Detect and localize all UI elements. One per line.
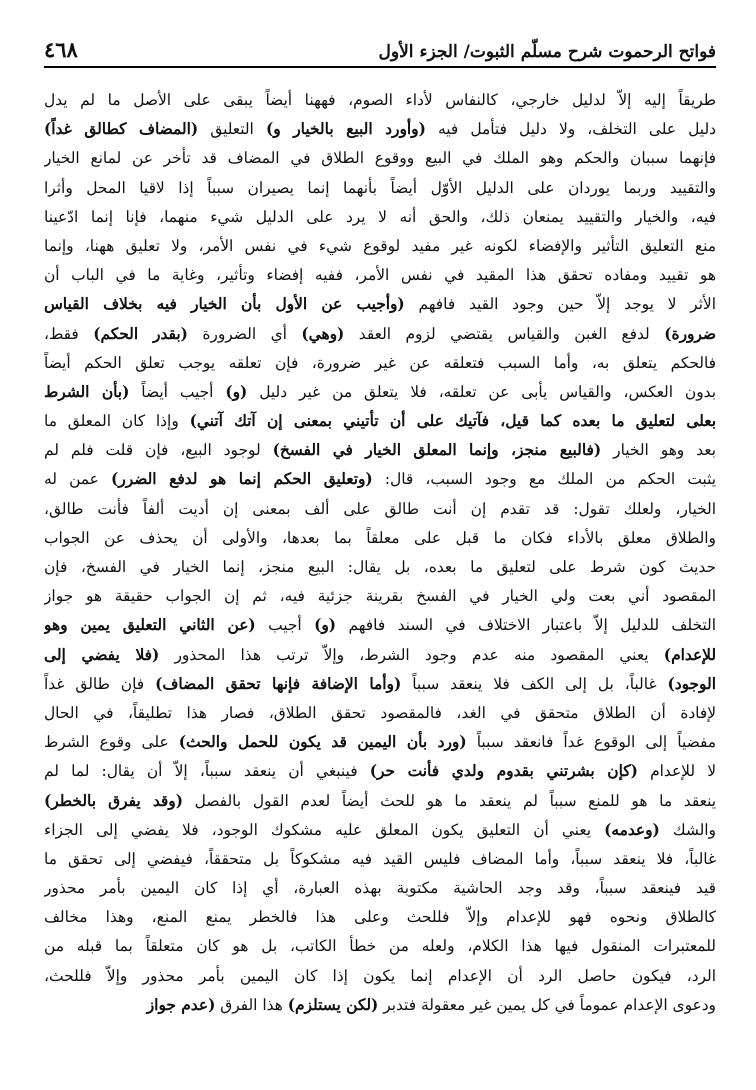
text-line	[44, 553, 716, 582]
text-line	[44, 845, 716, 874]
text-line	[44, 407, 716, 436]
bold-segment: (عن الثاني التعليق يمين وهو	[44, 616, 256, 635]
text-segment: دليل على التخلف، ولا دليل فتأمل فيه	[425, 120, 716, 139]
bold-segment: (وهي)	[301, 324, 345, 343]
text-segment: الرد، فيكون حاصل الرد أن الإعدام إنما يكون إذا كان اليمين بأمر محذور وإلاّ فللحث،	[44, 966, 716, 985]
text-segment: المقصود أني بعت ولي الخيار في الفسخ بقرينة جزئية فيه، ثم إن الجواب حقيقة هو جواز	[44, 587, 716, 606]
bold-segment: (وقد يفرق بالخطر)	[44, 791, 183, 810]
text-segment: طريقاً إليه إلاّ لدليل خارجي، كالنفاس لأداء الصوم، فههنا أيضاً يبقى على الأصل ما لم يدل	[44, 91, 716, 109]
text-segment: التخلف للدليل إلاّ باعتبار الاختلاف في السند فافهم	[336, 616, 716, 635]
text-segment: ينعقد ما هو للمنع سبباً لم ينعقد ما هو للحث أيضاً لعدم القول بالفصل	[182, 791, 716, 810]
text-line	[44, 962, 716, 991]
bold-segment: (وأما الإضافة فإنها تحقق المضاف)	[155, 674, 402, 693]
bold-segment: (ورد بأن اليمين قد يكون للحمل والحث)	[178, 733, 467, 752]
text-line	[44, 524, 716, 553]
text-line	[44, 728, 716, 757]
bold-segment: (و)	[314, 616, 337, 635]
text-line	[44, 611, 716, 640]
bold-segment: بعلى لتعليق ما بعده كما قيل، فآتيك على أن تأتيني بمعنى إن آتك آتني)	[189, 412, 716, 431]
bold-segment: (وأجيب عن الأول بأن الخيار فيه بخلاف القياس	[44, 295, 405, 314]
text-line	[44, 349, 716, 378]
bold-segment: (وعدمه)	[604, 820, 660, 839]
bold-segment: (كإن بشرتني بقدوم ولدي فأنت حر)	[369, 762, 638, 781]
text-segment: أجيب أيضاً	[129, 382, 226, 401]
text-line	[44, 436, 716, 465]
text-segment: عمن له	[44, 470, 112, 489]
text-line	[44, 115, 716, 144]
text-segment: والشك	[659, 820, 716, 839]
bold-segment: (و)	[225, 382, 248, 401]
text-line	[44, 174, 716, 203]
text-segment: فينبغي أن ينعقد سبباً، إلاّ أن يقال: لما لم	[44, 762, 370, 781]
text-line	[44, 757, 716, 786]
text-line	[44, 582, 716, 611]
text-segment: منع التعليق التأثير والإفضاء لكونه غير مفيد لوقوع شيء في نفس الأمر، ولا تعليق ههنا، وإنما	[44, 236, 716, 255]
bold-segment: الوجود)	[667, 674, 716, 693]
text-segment: والتقييد وربما يوردان على الدليل الأوّل أيضاً بأنهما إنما يصيران سبباً إذا لاقيا المحل وأثرا	[44, 178, 716, 197]
text-segment: هو تقييد ومفاده تحقق هذا المقيد في نفس الأمر، ففيه إفضاء وتأثير، وغاية ما في الباب أن	[44, 266, 716, 285]
text-segment: غالباً، بل إلى الكف فلا ينعقد سبباً	[401, 674, 668, 693]
text-segment: ودعوى الإعدام عموماً في كل يمين غير معقولة فتدبر	[378, 995, 716, 1014]
text-segment: للمعتبرات المنقول فيها هذا الكلام، ولعله من خطأ الكاتب، بل هو كان متعلقاً بما قبله من	[44, 937, 716, 956]
text-segment: أي الضرورة	[187, 324, 302, 343]
text-segment: بدون العكس، والقياس يأبى عن تعلقه، فلا يتعلق من غير دليل	[247, 382, 716, 401]
text-segment: لدفع الغبن والقياس يقتضي لزوم العقد	[344, 324, 665, 343]
text-segment: التعليق	[198, 120, 266, 139]
text-segment: الخيار، ولعلك تقول: قد تقدم إن أنت طالق على ألف بمعنى إن أديت ألفاً فأنت طالق،	[44, 499, 716, 518]
text-segment: لوجود البيع، فإن قلت فلم لم	[44, 441, 273, 460]
text-line	[44, 144, 716, 173]
text-line	[44, 290, 716, 319]
bold-segment: (لكن يستلزم)	[287, 995, 379, 1014]
text-segment: مفضياً إلى الوقوع غداً فانعقد سبباً	[466, 733, 716, 752]
text-segment: قيد فينعقد سبباً، وقد وجد الحاشية مكتوبة بهذه العبارة، أي إذا كان اليمين بأمر محذور	[44, 879, 716, 898]
text-segment: بعد وهو الخيار	[601, 441, 716, 460]
text-segment: لإفادة أن الطلاق متحقق في الغد، فالمقصود تحقق الطلاق، فصار هذا تطليقاً، في الحال	[44, 703, 716, 722]
text-line	[44, 932, 716, 961]
bold-segment: (عدم جواز	[146, 995, 216, 1014]
text-segment: لا للإعدام	[637, 762, 716, 781]
text-segment: يثبت الحكم من الملك مع وجود السبب، قال:	[372, 470, 716, 489]
text-segment: وإذا كان المعلق ما	[44, 412, 190, 431]
text-line	[44, 261, 716, 290]
bold-segment: (بأن الشرط	[44, 382, 130, 401]
text-line	[44, 874, 716, 903]
bold-segment: (المضاف كطالق غداً)	[44, 120, 199, 139]
text-line	[44, 86, 716, 115]
running-title: فواتح الرحموت شرح مسلّم الثبوت/ الجزء الأول	[378, 42, 716, 62]
header-rule	[44, 66, 716, 68]
page-number: ٤٦٨	[44, 37, 78, 62]
text-line	[44, 641, 716, 670]
text-line	[44, 991, 716, 1020]
bold-segment: (وأورد البيع بالخيار و)	[265, 120, 426, 139]
text-segment: غالباً، فلا ينعقد سبباً، وأما المضاف فليس القيد فيه مشكوكاً بل متحققاً، فيفضي إلى تحقق ما	[44, 849, 716, 868]
body-text	[44, 86, 716, 1020]
bold-segment: (فالبيع منجز، وإنما المعلق الخيار في الفسخ)	[272, 441, 602, 460]
page-header	[44, 34, 716, 62]
bold-segment: ضرورة)	[664, 324, 716, 343]
text-segment: فإن طالق غداً	[44, 674, 156, 693]
text-line	[44, 465, 716, 494]
text-segment: يعني المقصود منه عدم وجود الشرط، وإلاّ ترتب هذا المحذور	[159, 645, 664, 664]
text-segment: فالحكم يتعلق به، وأما السبب فتعلقه عن غير ضرورة، فإن تعلقه يوجب تعلق الحكم أيضاً	[44, 353, 716, 372]
text-line	[44, 816, 716, 845]
bold-segment: (وتعليق الحكم إنما هو لدفع الضرر)	[111, 470, 373, 489]
text-segment: والطلاق معلق بالأداء فكان ما قبل على معلقاً بما بعدها، والأولى أن يحذف عن الجواب	[44, 528, 716, 547]
text-line	[44, 320, 716, 349]
text-segment: حديث كون شرط على لتعليق ما بعده، بل يقال: البيع منجز، إنما الخيار في الفسخ، فإن	[44, 558, 716, 576]
text-segment: يعني أن التعليق يكون المعلق عليه مشكوك الوجود، فلا يفضي إلى الجزاء	[44, 820, 605, 839]
text-segment: أجيب	[255, 616, 315, 635]
text-segment: كالطلاق ونحوه فهو للإعدام وإلاّ فللحث وعلى هذا فالخطر يمنع المنع، وهذا مخالف	[44, 908, 716, 927]
text-line	[44, 699, 716, 728]
bold-segment: (بقدر الحكم)	[93, 324, 188, 343]
text-line	[44, 787, 716, 816]
bold-segment: (فلا يفضي إلى	[44, 645, 160, 664]
text-segment: هذا الفرق	[215, 995, 288, 1014]
text-line	[44, 378, 716, 407]
text-line	[44, 495, 716, 524]
text-line	[44, 903, 716, 932]
text-line	[44, 203, 716, 232]
text-segment: فإنهما سببان والحكم وهو الملك في البيع ووقوع الطلاق في المضاف قد تأخر عن لمانع الخيار	[44, 149, 716, 168]
text-segment: على وقوع الشرط	[44, 733, 179, 752]
text-line	[44, 232, 716, 261]
text-segment: فقط،	[44, 324, 94, 343]
bold-segment: للإعدام)	[663, 645, 716, 664]
text-segment: الأثر لا يوجد إلاّ حين وجود القيد فافهم	[404, 295, 716, 314]
text-line	[44, 670, 716, 699]
text-segment: فيه، والخيار والتقييد يمنعان ذلك، والحق أنه لا يرد على الدليل شيء منهما، فإنا إنما ادّعينا	[44, 207, 716, 226]
